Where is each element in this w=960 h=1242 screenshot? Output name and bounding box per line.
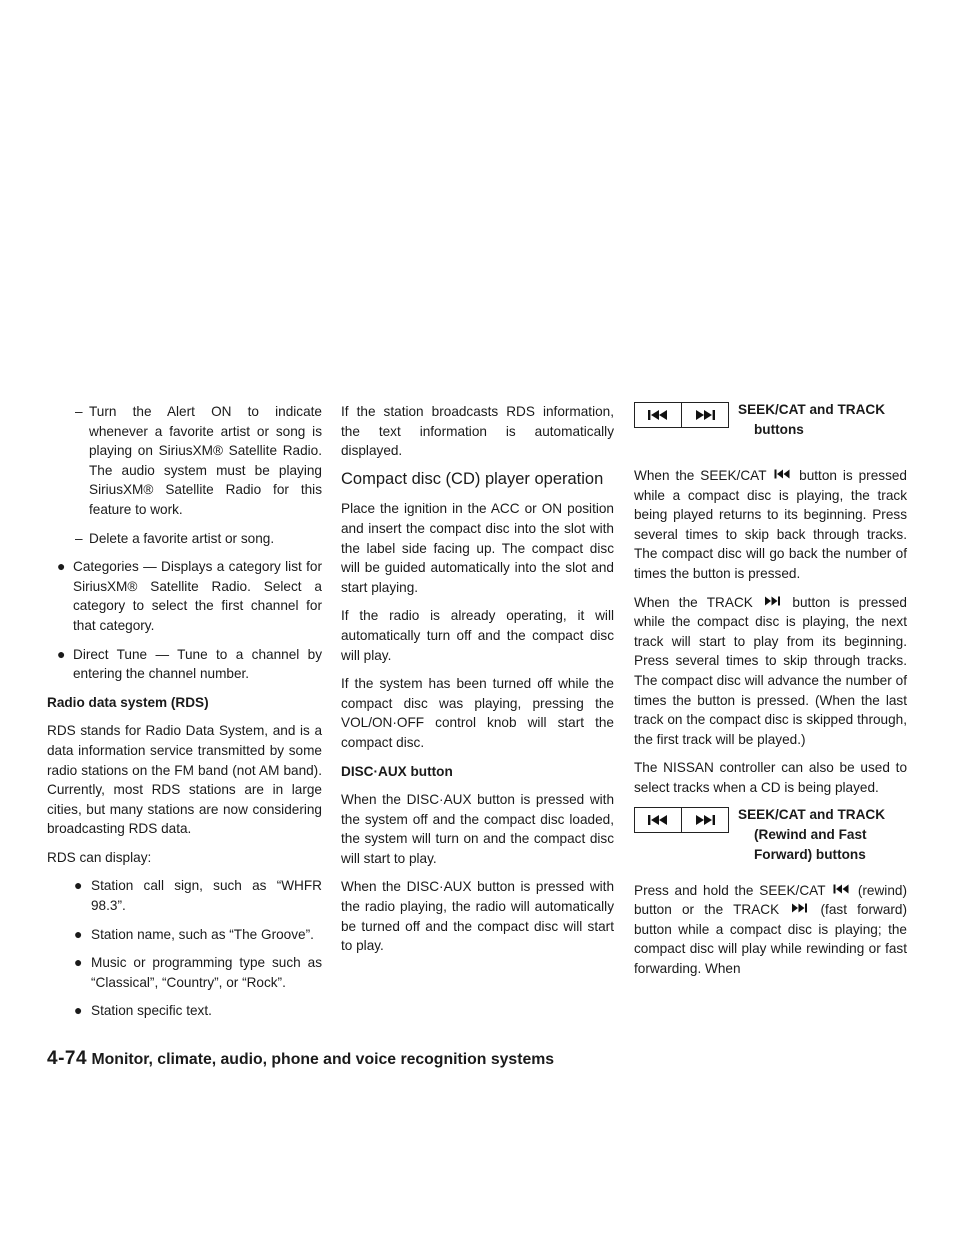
bullet-item-direct-tune xyxy=(47,645,322,684)
rds-item xyxy=(47,925,322,945)
skip-back-button-illustration xyxy=(634,402,682,428)
seek-track-caption xyxy=(738,400,885,440)
rds-item-text: Station call sign, such as “WHFR 98.3”. xyxy=(91,878,322,914)
disc-aux-paragraph-2: When the DISC·AUX button is pressed with the radio playing, the radio will automatically be turned off and the compact disc will start to play. xyxy=(341,879,614,954)
disc-aux-paragraph-1: When the DISC·AUX button is pressed with the system off and the compact disc loaded, the system will turn on and the compact disc will start to play. xyxy=(341,792,614,866)
rewind-icon xyxy=(774,469,791,480)
dash-marker: – xyxy=(75,530,83,546)
rds-item xyxy=(47,1001,322,1021)
rewind-ff-caption xyxy=(738,805,885,865)
caption-line: Forward) buttons xyxy=(754,846,866,862)
hold-paragraph-part-c: (fast forward) button while a compact disc is playing; the compact disc will play while rewinding or fast forwarding. When xyxy=(634,902,908,976)
page-footer xyxy=(47,1048,554,1070)
cd-paragraph-3: If the system has been turned off while the compact disc was playing, pressing the VOL/ON·OFF control knob will start the compact disc. xyxy=(341,676,614,750)
skip-back-icon xyxy=(647,814,669,826)
dash-marker: – xyxy=(75,404,83,419)
press-hold-paragraph xyxy=(634,881,907,979)
column-middle xyxy=(341,402,614,965)
hold-paragraph-part-b: (rewind) button or the TRACK xyxy=(634,882,907,918)
bullet-icon: ● xyxy=(74,954,83,971)
fast-forward-icon xyxy=(764,596,781,607)
bullet-item-text: Categories — Displays a category list for SiriusXM® Satellite Radio. Select a category to select the first channel for that category. xyxy=(73,559,322,633)
track-paragraph-start: When the TRACK xyxy=(634,594,753,610)
seek-paragraph xyxy=(634,466,907,584)
rds-item xyxy=(47,876,322,915)
track-paragraph-end: button is pressed while the compact disc is playing, the next track will start to play from its beginning. Press several times to skip through tracks. The compact disc will advance the number of times the button is pressed. (When the last track on the compact disc is skipped through, the first track will be played.) xyxy=(634,594,907,747)
disc-aux-heading: DISC·AUX button xyxy=(341,763,453,779)
caption-line: (Rewind and Fast xyxy=(754,826,867,842)
fast-forward-icon xyxy=(791,903,808,914)
hold-paragraph-part-a: Press and hold the SEEK/CAT xyxy=(634,882,826,898)
seek-track-button-illustration xyxy=(634,402,729,428)
bullet-item-categories xyxy=(47,557,322,635)
rds-item-text: Music or programming type such as “Classical”, “Country”, or “Rock”. xyxy=(91,955,322,990)
rewind-ff-figure xyxy=(634,807,907,871)
column-left xyxy=(47,402,322,1030)
bullet-icon: ● xyxy=(74,877,83,894)
rds-can-display: RDS can display: xyxy=(47,849,152,865)
rds-item-text: Station specific text. xyxy=(91,1003,212,1019)
bullet-icon: ● xyxy=(74,925,83,942)
cd-section-heading: Compact disc (CD) player operation xyxy=(341,469,604,488)
seek-paragraph-start: When the SEEK/CAT xyxy=(634,468,767,483)
rds-item xyxy=(47,953,322,992)
rewind-icon xyxy=(833,884,850,895)
column-right xyxy=(634,402,907,987)
bullet-icon: ● xyxy=(57,558,66,575)
dash-item-text: Delete a favorite artist or song. xyxy=(89,530,275,546)
dash-item-text: Turn the Alert ON to indicate whenever a favorite artist or song is playing on SiriusXM® Satellite Radio. The audio system must be playing SiriusXM® Satellite Radio for this feature to work. xyxy=(89,404,322,517)
rds-heading: Radio data system (RDS) xyxy=(47,694,209,710)
bullet-icon: ● xyxy=(57,645,66,662)
skip-forward-button-illustration xyxy=(682,807,729,833)
bullet-icon: ● xyxy=(74,1002,83,1019)
nissan-controller-paragraph: The NISSAN controller can also be used to select tracks when a CD is being played. xyxy=(634,760,907,795)
skip-back-icon xyxy=(647,409,669,421)
rds-paragraph: RDS stands for Radio Data System, and is a data information service transmitted by some radio stations on the FM band (not AM band). Currently, most RDS stations are in large cities, but many stations are now considering broadcasting RDS data. xyxy=(47,723,322,837)
skip-forward-icon xyxy=(694,814,716,826)
caption-line: SEEK/CAT and TRACK xyxy=(738,402,886,417)
dash-item-alert xyxy=(47,402,322,520)
caption-line: SEEK/CAT and TRACK xyxy=(738,806,886,822)
seek-track-figure xyxy=(634,402,907,456)
seek-paragraph-end: button is pressed while a compact disc is playing, the track being played returns to its beginning. Press several times to skip back through tracks. The compact disc will go back the number of times the button is pressed. xyxy=(634,468,907,581)
track-paragraph xyxy=(634,593,907,750)
skip-forward-button-illustration xyxy=(682,402,729,428)
rds-item-text: Station name, such as “The Groove”. xyxy=(91,926,314,942)
caption-line: buttons xyxy=(754,422,804,437)
rewind-ff-button-illustration xyxy=(634,807,729,833)
page-number: 4-74 xyxy=(47,1048,88,1069)
chapter-title: Monitor, climate, audio, phone and voice recognition systems xyxy=(91,1051,555,1068)
cd-paragraph-1: Place the ignition in the ACC or ON position and insert the compact disc into the slot with the label side facing up. The compact disc will be guided automatically into the slot and start playing. xyxy=(341,501,614,595)
bullet-item-text: Direct Tune — Tune to a channel by entering the channel number. xyxy=(73,646,322,682)
skip-back-button-illustration xyxy=(634,807,682,833)
rds-info-paragraph: If the station broadcasts RDS information, the text information is automatically displayed. xyxy=(341,404,614,459)
dash-item-delete xyxy=(47,529,322,549)
skip-forward-icon xyxy=(694,409,716,421)
cd-paragraph-2: If the radio is already operating, it will automatically turn off and the compact disc will play. xyxy=(341,608,614,663)
